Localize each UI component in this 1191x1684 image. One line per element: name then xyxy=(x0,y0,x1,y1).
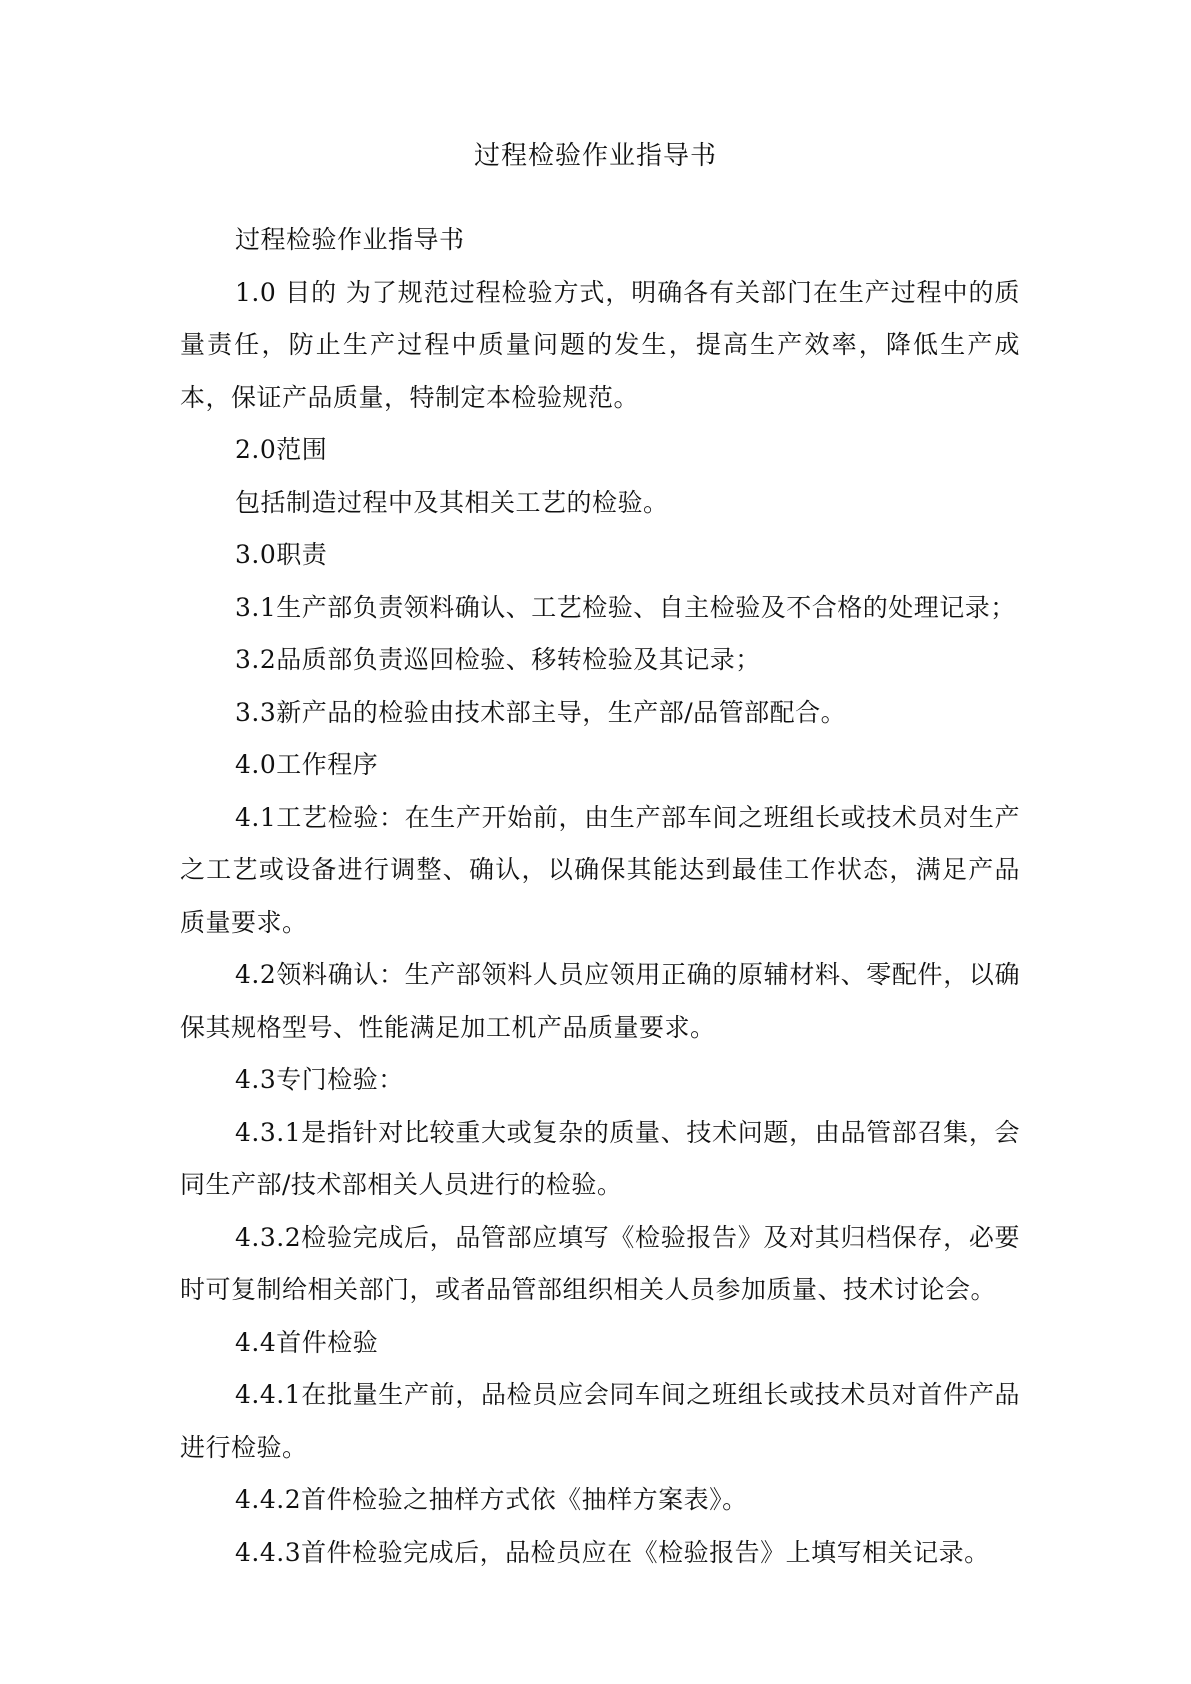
paragraph-4-4-2: 4.4.2首件检验之抽样方式依《抽样方案表》。 xyxy=(235,1485,748,1514)
document-body xyxy=(180,214,1020,1579)
paragraph-4-3-2: 4.3.2检验完成后，品管部应填写《检验报告》及对其归档保存，必要时可复制给相关部门，或者品管部组织相关人员参加质量、技术讨论会。 xyxy=(180,1222,1020,1304)
paragraph-procedure-heading: 4.0工作程序 xyxy=(235,750,379,779)
paragraph-3-2: 3.2品质部负责巡回检验、移转检验及其记录； xyxy=(235,645,761,674)
document-title: 过程检验作业指导书 xyxy=(473,141,717,171)
paragraph-responsibility-heading: 3.0职责 xyxy=(235,540,328,569)
paragraph-4-3: 4.3专门检验： xyxy=(235,1065,404,1094)
paragraph-4-1: 4.1工艺检验：在生产开始前，由生产部车间之班组长或技术员对生产之工艺或设备进行调整、确认，以确保其能达到最佳工作状态，满足产品质量要求。 xyxy=(180,802,1020,937)
paragraph-3-3: 3.3新产品的检验由技术部主导，生产部/品管部配合。 xyxy=(235,697,847,727)
paragraph-4-2: 4.2领料确认：生产部领料人员应领用正确的原辅材料、零配件，以确保其规格型号、性能满足加工机产品质量要求。 xyxy=(180,960,1020,1042)
paragraph-4-4: 4.4首件检验 xyxy=(235,1327,379,1357)
paragraph-3-1: 3.1生产部负责领料确认、工艺检验、自主检验及不合格的处理记录； xyxy=(235,592,1016,622)
paragraph-4-4-1: 4.4.1在批量生产前，品检员应会同车间之班组长或技术员对首件产品进行检验。 xyxy=(180,1380,1020,1462)
paragraph-scope: 包括制造过程中及其相关工艺的检验。 xyxy=(235,487,669,517)
paragraph-heading: 过程检验作业指导书 xyxy=(235,225,465,254)
paragraph-4-4-3: 4.4.3首件检验完成后，品检员应在《检验报告》上填写相关记录。 xyxy=(235,1537,990,1567)
paragraph-4-3-1: 4.3.1是指针对比较重大或复杂的质量、技术问题，由品管部召集，会同生产部/技术部相关人员进行的检验。 xyxy=(180,1117,1020,1199)
paragraph-purpose: 1.0 目的 为了规范过程检验方式，明确各有关部门在生产过程中的质量责任，防止生产过程中质量问题的发生，提高生产效率，降低生产成本，保证产品质量，特制定本检验规范。 xyxy=(180,277,1020,412)
paragraph-scope-heading: 2.0范围 xyxy=(235,435,328,464)
